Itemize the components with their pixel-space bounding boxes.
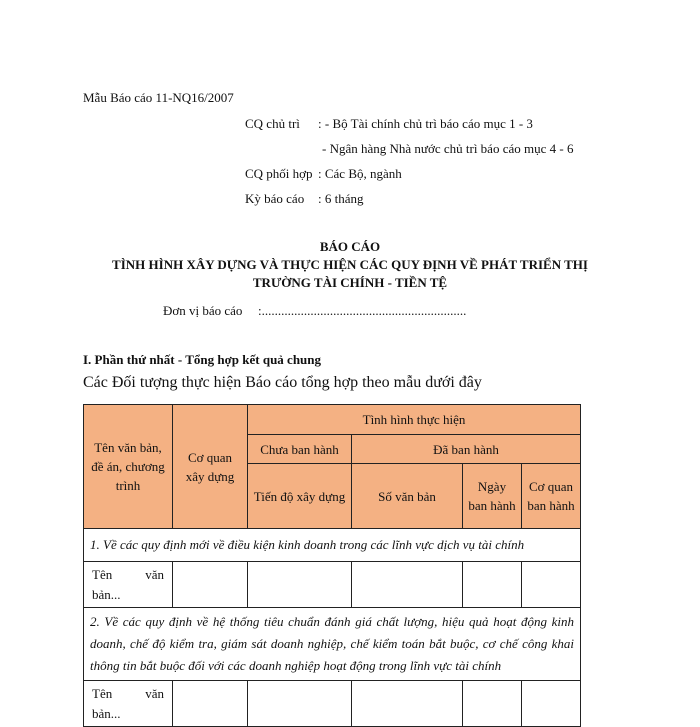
header-tien-do-xay-dung: Tiến độ xây dựng (248, 464, 352, 529)
header-chua-ban-hanh: Chưa ban hành (248, 435, 352, 464)
report-table (83, 404, 581, 727)
phoi-hop-label: CQ phối hợp (245, 166, 313, 181)
reporting-unit-field[interactable]: :............................................................... (258, 303, 467, 318)
section-heading: I. Phần thứ nhất - Tổng hợp kết quả chung (83, 352, 322, 367)
reporting-unit-label: Đơn vị báo cáo (163, 303, 243, 318)
table-cell[interactable] (248, 562, 352, 608)
ky-bao-cao-value: : 6 tháng (318, 191, 364, 206)
header-da-ban-hanh: Đã ban hành (352, 435, 581, 464)
header-co-quan-ban-hanh: Cơ quan ban hành (522, 464, 581, 529)
table-cell[interactable] (173, 562, 248, 608)
phoi-hop-value: : Các Bộ, ngành (318, 166, 402, 181)
header-so-van-ban: Số văn bản (352, 464, 463, 529)
header-ten-van-ban: Tên văn bản, đề án, chương trình (84, 405, 173, 529)
section-1-row-label: Tên văn bản... (84, 562, 173, 608)
header-tinh-hinh-thuc-hien: Tình hình thực hiện (248, 405, 581, 435)
header-ngay-ban-hanh: Ngày ban hành (463, 464, 522, 529)
table-cell[interactable] (463, 562, 522, 608)
table-cell[interactable] (173, 681, 248, 727)
table-cell[interactable] (522, 681, 581, 727)
chu-tri-line-2: - Ngân hàng Nhà nước chủ trì báo cáo mục 4 - 6 (322, 141, 574, 156)
section-1-title: 1. Về các quy định mới về điều kiện kinh doanh trong các lĩnh vực dịch vụ tài chính (84, 529, 581, 562)
form-code: Mẫu Báo cáo 11-NQ16/2007 (83, 90, 234, 105)
header-co-quan-xay-dung: Cơ quan xây dựng (173, 405, 248, 529)
section-2-row-label: Tên văn bản... (84, 681, 173, 727)
report-subtitle-line-2: TRƯỜNG TÀI CHÍNH - TIỀN TỆ (252, 275, 448, 290)
section-2-title: 2. Về các quy định về hệ thống tiêu chuẩn đánh giá chất lượng, hiệu quả hoạt động kinh doanh, chế độ kiểm tra, giám sát doanh nghiệp, chế kiểm toán bắt buộc, cơ chế công khai thông tin bắt buộc đối với các doanh nghiệp hoạt động trong lĩnh vực tài chính (84, 608, 581, 681)
table-cell[interactable] (522, 562, 581, 608)
table-cell[interactable] (352, 681, 463, 727)
report-title: BÁO CÁO (319, 239, 381, 254)
chu-tri-line-1: : - Bộ Tài chính chủ trì báo cáo mục 1 - 3 (318, 116, 533, 131)
section-subheading: Các Đối tượng thực hiện Báo cáo tổng hợp theo mẫu dưới đây (83, 374, 482, 391)
table-cell[interactable] (248, 681, 352, 727)
table-cell[interactable] (463, 681, 522, 727)
table-cell[interactable] (352, 562, 463, 608)
ky-bao-cao-label: Kỳ báo cáo (245, 191, 305, 206)
chu-tri-label: CQ chủ trì (245, 116, 300, 131)
report-subtitle-line-1: TÌNH HÌNH XÂY DỰNG VÀ THỰC HIỆN CÁC QUY ĐỊNH VỀ PHÁT TRIỂN THỊ (112, 257, 588, 272)
